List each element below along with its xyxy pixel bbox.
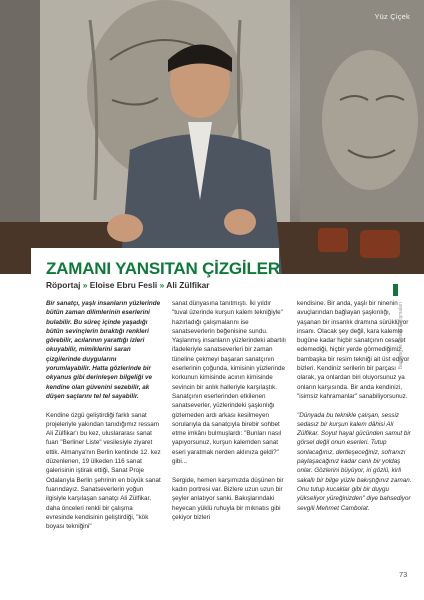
article-intro: Bir sanatçı, yaşlı insanların yüzlerinde bütün zaman dilimlerinin eserlerini bulabilir. Bu süreç içinde yaşadığı bütün sevinçlerin bıraktığı renkleri görebilir, acılarının yarattığı izleri okuyabilir, mimiklerini saran çizgilerinde duygularını yorumlayabilir. Hatta gözlerinde bir okyanus gibi derinleşen bilgeliği ve kendine olan güvenini sezebilir, ak düşen saçlarını tel tel sayabilir. [46, 300, 161, 400]
page-number: 73 [399, 570, 408, 579]
byline-separator: » [80, 280, 90, 290]
artist-photo-illustration [0, 0, 424, 274]
byline-subject: Ali Zülfikar [166, 280, 210, 290]
article-paragraph: sanat dünyasına tanıtmıştı. İki yıldır "tuval üzerinde kurşun kalem tekniğiyle" hazırladığı çalışmalarını ise sanatseverlerin beğenisine sundu. Yaşlanmış insanların yüzlerindeki abartılı ifadeleriyle sanatseverleri bir zaman tüneline çekmeyi başaran sanatçının eserlerinin çoğunda, kimisinin yüzlerinde korkunun kimisinde acının kimisinde sevincin bir anlık halleriyle karşılaştık. Sanatçının eserlerinden etkilenen sanatseverler, yüzlerindeki şaşkınlığı gizlemeden ardı arkası kesilmeyen sorularıyla da sanatçıyla birebir sohbet etme imkânı bulmuşlardı: "Bunları nasıl yapıyorsunuz, kurşun kalemden sanat eseri yaratmak nerden aklınıza geldi?" gibi... [172, 300, 286, 466]
person-hand-right [224, 209, 256, 235]
teacup-right [360, 230, 400, 258]
article-paragraph: Sergide, hemen karşımızda düşünen bir kadın portresi var. Bizlere uzun uzun bir şeyler anlatıyor sanki. Bakışlarındaki heyecan yüklü ruhuyla bir mıknatıs gibi çekiyor bizleri [172, 476, 284, 521]
article-quote: "Dünyada bu teknikle çalışan, sessiz sedasız bir kurşun kalem dâhisi Ali Zülfikar. Soyut hayal gücünden samut bir görsel değil onun eserleri. Tutup sonlacağınız, dertleşeceğiniz, sofranızı paylaşacağınız kadar canlı bir yoldaş onlar. Gözlerini büyüyor, iri gözlü, kirli sakallı bir bilge yüzle bakıştığınız zaman. Onu tutup kucaklar gibi bir duygu yükseliyor yüreğinizden" diye bahsediyor sevgili Mehmet Cambolat. [297, 411, 412, 512]
teacup-left [318, 228, 348, 252]
side-note: Bağlıyor ve Resim Çalışmaları [398, 302, 404, 370]
article-column-2 [172, 299, 286, 531]
drawn-face-right [322, 50, 418, 190]
side-accent-bar [393, 284, 398, 296]
person-hand-left [107, 214, 143, 242]
byline-author: Eloise Ebru Fesli [89, 280, 158, 290]
byline [46, 280, 210, 290]
cover-photo [0, 0, 424, 274]
section-tag: Yüz Çiçek [374, 12, 410, 21]
article-paragraph: kendisine. Bir anda, yaşlı bir ninenin avuçlarından bağlayan şaşkınlığı, yaşanan bir insanlık dramına sürüklüyor insanı. Olacak şey değil, kara kalemle bugüne kadar hiçbir sanatçının cesaret edemediği, hiçbir yerde görmediğimiz, bambaşka bir resim tekniği ait üst ediyor bizleri. Kendiniz serilerin bir parçası olarak, ya onlardan biri oluyorsunuz ya onların karşısında. Bir anda kendinizi, "isimsiz kahramanlar" sanabiliyorsunuz. [297, 300, 410, 400]
article-paragraph: Kendine özgü geliştirdiği farklı sanat projeleriyle yakından tanıdığımız ressam Ali Zülfikar'ı bu kez, uluslararası sanat fuarı "Berliner Liste" vesilesiyle ziyaret ettik. Almanya'nın Berlin kentinde 12. kez düzenlenen, 19 ülkeden 116 sanat galerisinin iştirak ettiği, Sanat Proje Odalarıyla Berlin şehrinin en büyük sanat fuarındayız. Sanatseverlerin yoğun ilgisiyle karşılaşan sanatçı Ali Zülfikar, daha önceleri renkli bir çalışma evresinde kendisinin geliştirdiği, "kök boyası tekniğini" [46, 411, 161, 531]
byline-separator: » [157, 280, 167, 290]
article-column-1 [46, 299, 161, 541]
article-column-3 [297, 299, 412, 522]
byline-type: Röportaj [46, 280, 81, 290]
article-title: ZAMANI YANSITAN ÇİZGİLER [46, 259, 280, 278]
wall-left [0, 0, 40, 260]
